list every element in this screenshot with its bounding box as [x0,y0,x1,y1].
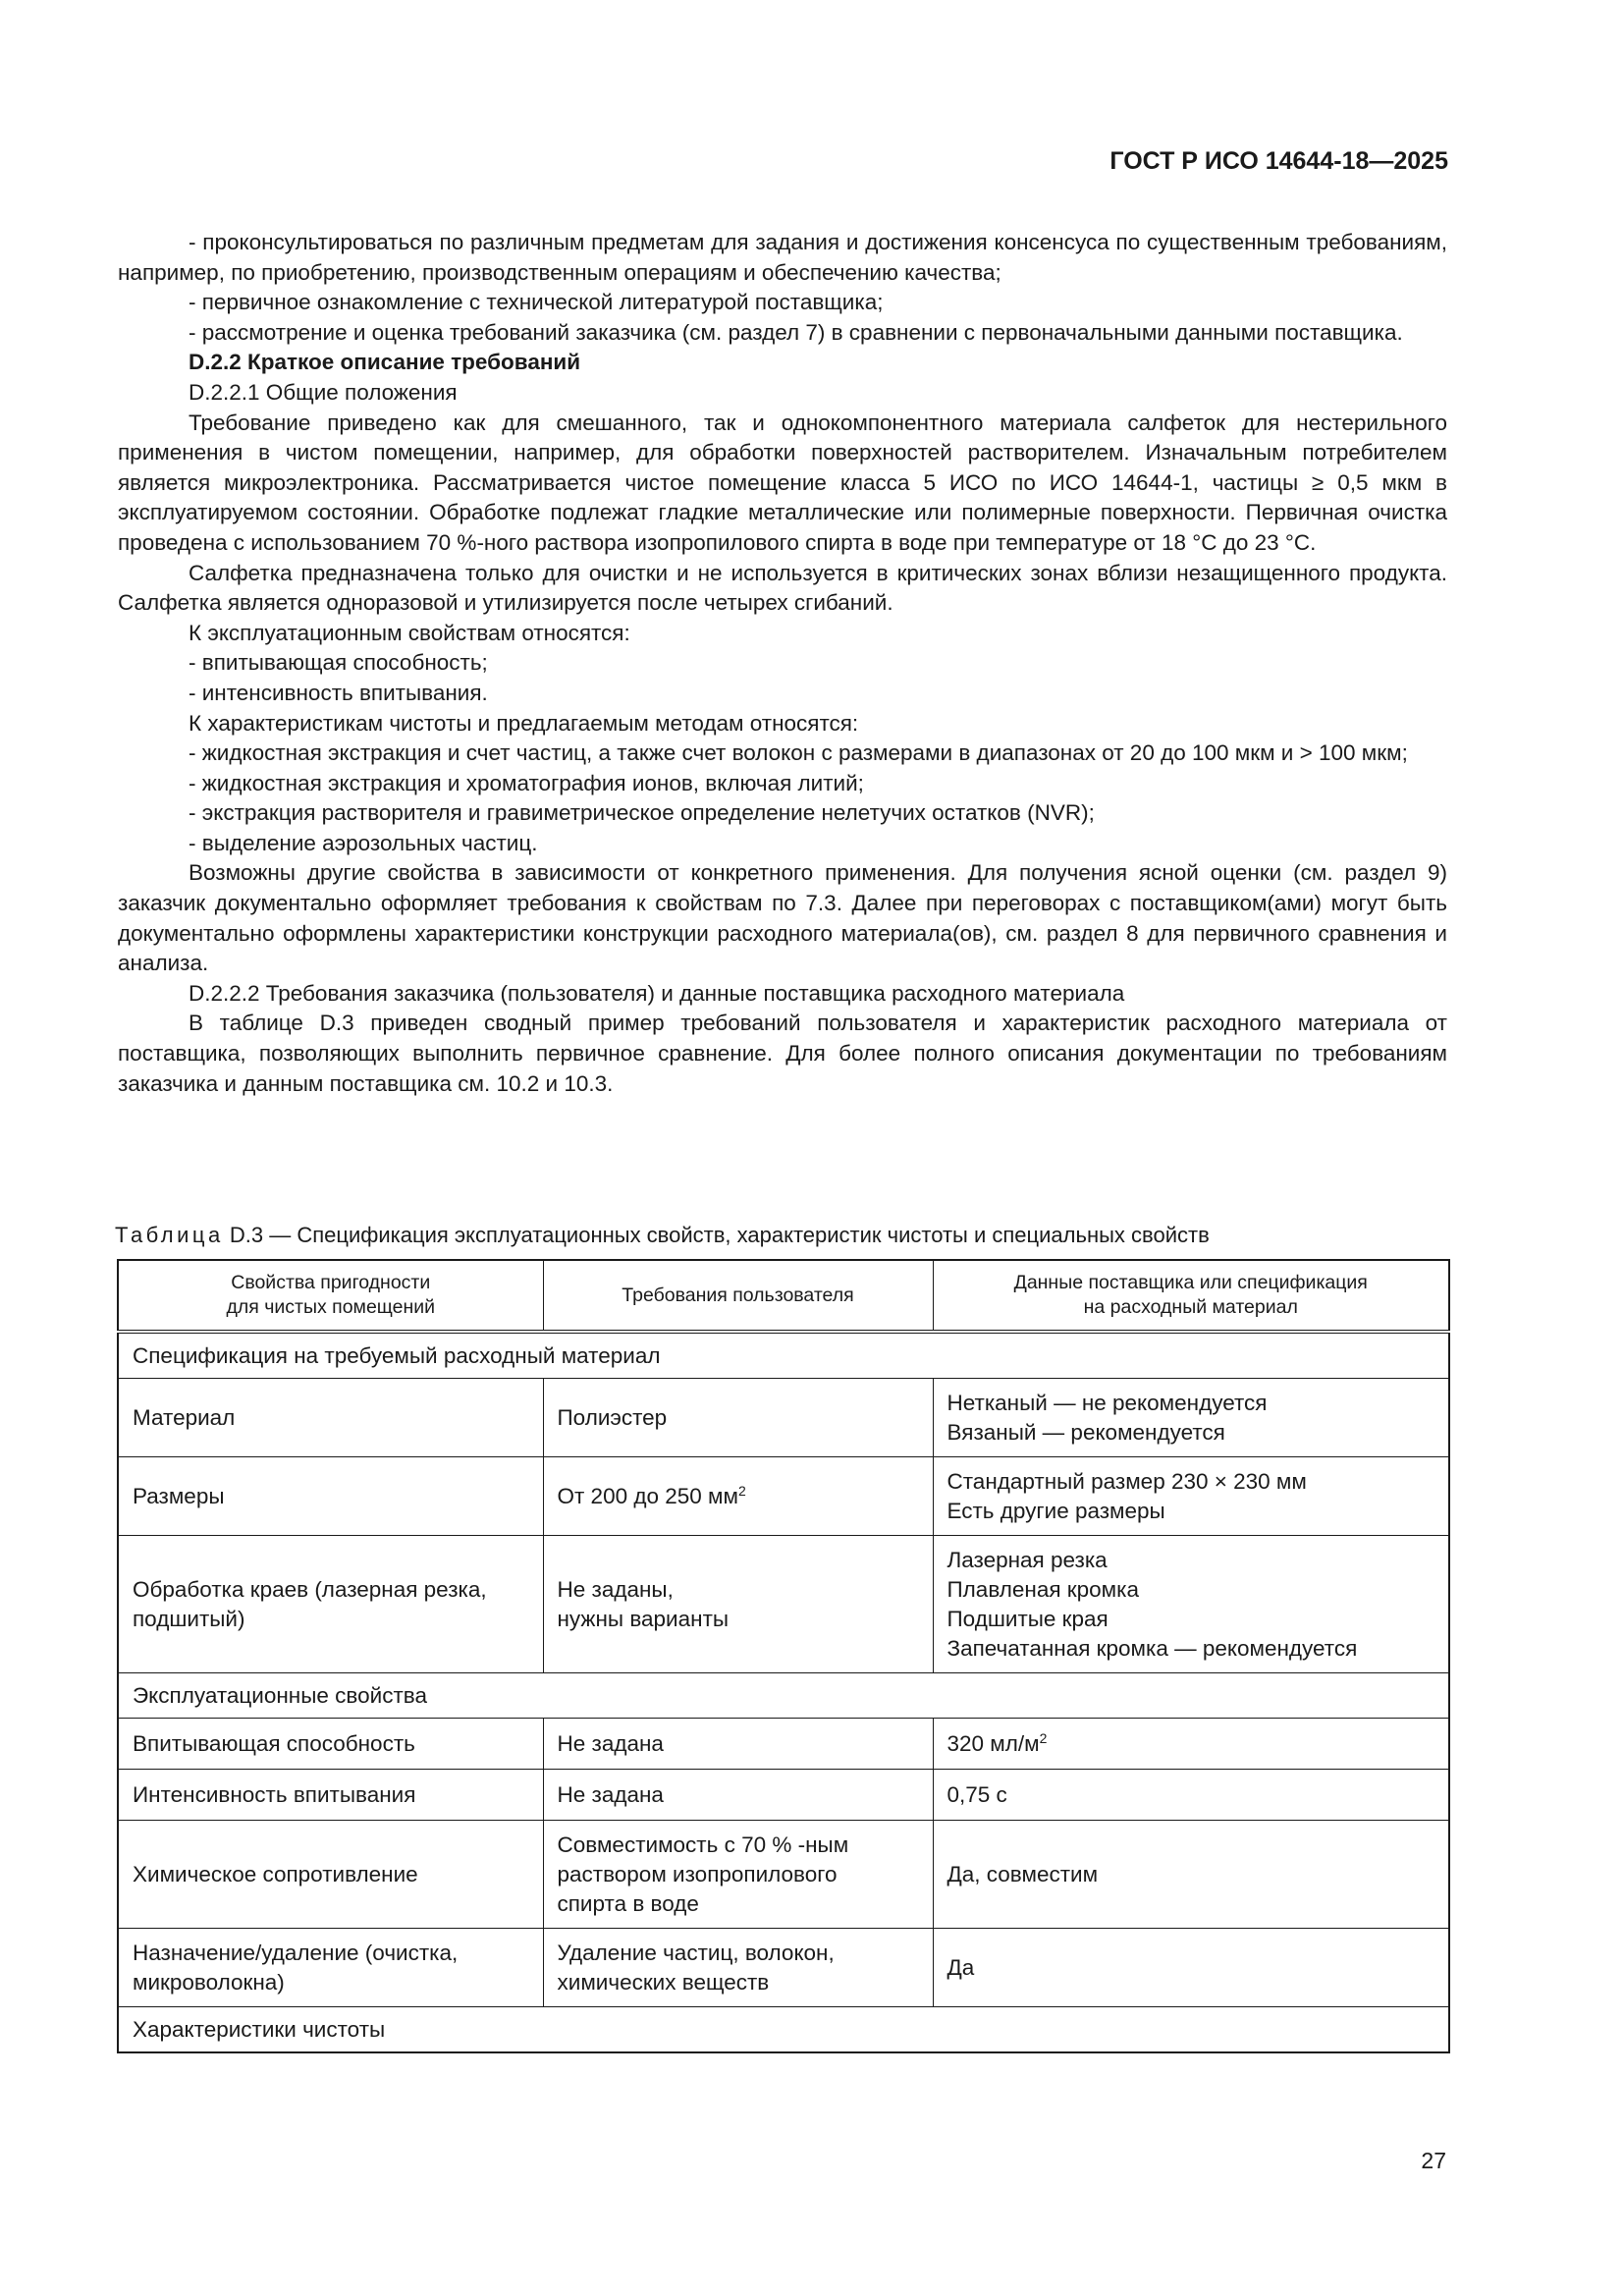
section-row [118,2007,1449,2053]
superscript: 2 [1039,1729,1048,1746]
superscript: 2 [737,1482,746,1499]
list-item: - жидкостная экстракция и хроматография ионов, включая литий; [189,770,864,795]
list-item: - выделение аэрозольных частиц. [189,830,538,855]
cell [933,1719,1449,1770]
section-heading: D.2.2 Краткое описание требований [189,350,581,375]
section-cell: Эксплуатационные свойства [118,1673,1449,1719]
cell: Впитывающая способность [118,1719,543,1770]
list-item: - интенсивность впитывания. [189,680,488,705]
cell: Обработка краев (лазерная резка, подшитый) [118,1536,543,1673]
cell: Да, совместим [933,1821,1449,1929]
table-row [118,1821,1449,1929]
cell: Назначение/удаление (очистка, микроволокна) [118,1929,543,2007]
list-item: - экстракция растворителя и гравиметрическое определение нелетучих остатков (NVR); [189,800,1095,826]
table-row [118,1719,1449,1770]
subsection-heading: D.2.2.1 Общие положения [189,379,458,405]
body-text [118,228,1447,1099]
cell: 0,75 с [933,1770,1449,1821]
table-row [118,1929,1449,2007]
cell: Удаление частиц, волокон, химических веществ [543,1929,933,2007]
cell: Нетканый — не рекомендуется Вязаный — рекомендуется [933,1379,1449,1457]
table-header-row [118,1260,1449,1332]
page-number: 27 [1421,2148,1446,2173]
table-caption-text: D.3 — Спецификация эксплуатационных свойств, характеристик чистоты и специальных свойств [223,1223,1210,1247]
section-cell: Спецификация на требуемый расходный материал [118,1332,1449,1379]
cell-text: От 200 до 250 мм [557,1483,738,1508]
table-row [118,1457,1449,1536]
table-caption-label: Таблица [115,1223,224,1247]
paragraph: - рассмотрение и оценка требований заказчика (см. раздел 7) в сравнении с первоначальными данными поставщика. [189,319,1403,345]
section-row [118,1673,1449,1719]
subsection-heading: D.2.2.2 Требования заказчика (пользователя) и данные поставщика расходного материала [189,980,1125,1006]
table-row [118,1770,1449,1821]
paragraph: К характеристикам чистоты и предлагаемым методам относятся: [189,710,859,736]
cell: Не задана [543,1770,933,1821]
cell: Полиэстер [543,1379,933,1457]
document-id: ГОСТ Р ИСО 14644-18—2025 [1109,147,1448,175]
paragraph: В таблице D.3 приведен сводный пример требований пользователя и характеристик расходного материала от поставщика, позволяющих выполнить первичное сравнение. Для более полного описания документации по требованиям заказчика и данным поставщика см. 10.2 и 10.3. [118,1011,1447,1096]
spec-table [117,1259,1450,2053]
cell: Не заданы, нужны варианты [543,1536,933,1673]
cell: Не задана [543,1719,933,1770]
cell: Стандартный размер 230 × 230 мм Есть другие размеры [933,1457,1449,1536]
cell-text: 320 мл/м [947,1730,1040,1756]
cell: Лазерная резка Плавленая кромка Подшитые края Запечатанная кромка — рекомендуется [933,1536,1449,1673]
cell: Совместимость с 70 % -ным раствором изопропилового спирта в воде [543,1821,933,1929]
cell: Размеры [118,1457,543,1536]
cell: Да [933,1929,1449,2007]
paragraph: Требование приведено как для смешанного, так и однокомпонентного материала салфеток для нестерильного применения в чистом помещении, например, для обработки поверхностей растворителем. Изначальным потребителем является микроэлектроника. Рассматривается чистое помещение класса 5 ИСО по ИСО 14644-1, частицы ≥ 0,5 мкм в эксплуатируемом состоянии. Обработке подлежат гладкие металлические или полимерные поверхности. Первичная очистка проведена с использованием 70 %-ного раствора изопропилового спирта в воде при температуре от 18 °С до 23 °С. [118,410,1447,555]
paragraph: Возможны другие свойства в зависимости от конкретного применения. Для получения ясной оценки (см. раздел 9) заказчик документально оформляет требования к свойствам по 7.3. Далее при переговорах с поставщиком(ами) могут быть документально оформлены характеристики конструкции расходного материала(ов), см. раздел 8 для первичного сравнения и анализа. [118,860,1447,976]
table-row [118,1536,1449,1673]
paragraph: Салфетка предназначена только для очистки и не используется в критических зонах вблизи незащищенного продукта. Салфетка является одноразовой и утилизируется после четырех сгибаний. [118,560,1447,616]
table-caption [115,1223,1210,1248]
paragraph: - первичное ознакомление с технической литературой поставщика; [189,290,884,315]
section-row [118,1332,1449,1379]
paragraph: К эксплуатационным свойствам относятся: [189,620,630,645]
cell: Материал [118,1379,543,1457]
list-item: - впитывающая способность; [189,650,488,676]
header-cell: Свойства пригодности для чистых помещений [118,1260,543,1332]
cell: Химическое сопротивление [118,1821,543,1929]
cell: Интенсивность впитывания [118,1770,543,1821]
section-cell: Характеристики чистоты [118,2007,1449,2053]
header-cell: Данные поставщика или спецификация на расходный материал [933,1260,1449,1332]
list-item: - жидкостная экстракция и счет частиц, а также счет волокон с размерами в диапазонах от 20 до 100 мкм и > 100 мкм; [189,740,1408,766]
table-row [118,1379,1449,1457]
cell [543,1457,933,1536]
paragraph: - проконсультироваться по различным предметам для задания и достижения консенсуса по существенным требованиям, например, по приобретению, производственным операциям и обеспечению качества; [118,230,1447,285]
header-cell: Требования пользователя [543,1260,933,1332]
